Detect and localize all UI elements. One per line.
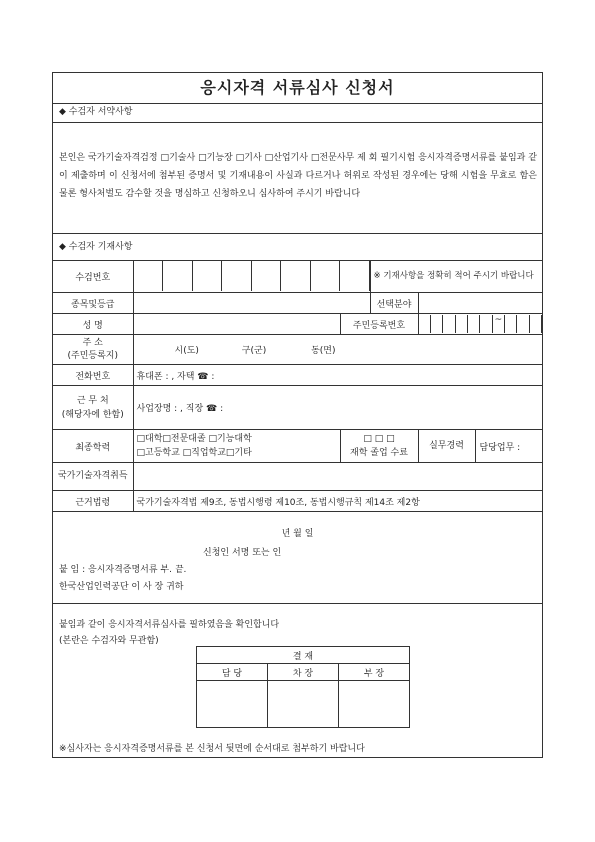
education-options-row2: □고등학교 □직업학교□기타 [136,448,252,458]
law-value: 국가기술자격법 제9조, 동법시행령 제10조, 동법시행규칙 제14조 제2항 [133,491,542,512]
tilde: ~ [493,315,505,333]
confirm-line: 붙임과 같이 응시자격서류심사를 필하였음을 확인합니다 [59,620,280,630]
address-field[interactable] [133,335,542,365]
confirm-note: (본란은 수검자와 무관함) [59,636,159,646]
approval-col-staff: 담 당 [197,664,268,681]
name-field[interactable] [133,314,340,335]
resident-label: 주민등록번호 [340,314,418,335]
career-label: 실무경력 [419,430,476,462]
section-title: ◆ 수검자 기재사항 [59,242,133,252]
education-status[interactable] [340,430,418,463]
grade-field[interactable] [133,293,370,314]
divider [53,603,542,604]
application-form [52,72,543,758]
applicant-signature-line: 신청인 서명 또는 인 [203,548,282,558]
law-label: 근거법령 [53,491,133,512]
work-label-text: 근 무 처 [76,395,109,406]
address-gu: 구(군) [241,346,267,356]
education-status-labels: 재학 졸업 수료 [350,448,408,458]
approval-col-deputy: 차 장 [268,664,339,681]
grade-label: 종목및등급 [53,293,133,314]
license-field[interactable] [133,463,542,491]
approval-sign-manager[interactable] [339,681,410,728]
pledge-text: 본인은 국가기술자격검정 □기술사 □기능장 □기사 □산업기사 □전문사무 제 회 필기시험 응시자격증명서류를 붙임과 같이 제출하며 이 신청서에 첨부된 증명서 및 기재내용이 사실과 다르거나 허위로 작성된 경우에는 당해 시험을 무효로 함은 물론 형사처벌도 감수할 것을 명심하고 신청하오니 심사하여 주시기 바랍니다 [59,153,537,199]
license-label: 국가기술자격취득 [53,463,133,491]
applicant-info-table [53,260,542,512]
work-label-sub: (해당자에 한함) [61,409,124,420]
resident-field[interactable] [418,314,542,335]
form-title: 응시자격 서류심사 신청서 [53,73,542,104]
field-label: 선택분야 [370,293,418,314]
date-line: 년 월 일 [281,529,314,539]
address-dong: 동(면) [311,346,336,356]
education-status-boxes: □ □ □ [363,434,395,444]
recipient-line: 한국산업인력공단 이 사 장 귀하 [59,582,184,592]
phone-field[interactable]: 휴대폰 : , 자택 ☎ : [133,365,542,386]
education-label: 최종학력 [53,430,133,463]
address-label [53,335,133,365]
pledge-section-header [53,103,542,123]
exam-no-label: 수검번호 [53,261,133,293]
approval-header: 결 재 [197,647,410,664]
address-si: 시(도) [174,346,199,356]
approval-col-manager: 부 장 [339,664,410,681]
address-label-sub: (주민등록지) [67,350,118,361]
exam-no-note: ※ 기재사항을 정확히 적어 주시기 바랍니다 [370,261,542,293]
name-label: 성 명 [53,314,133,335]
work-field[interactable]: 사업장명 : , 직장 ☎ : [133,386,542,430]
approval-sign-deputy[interactable] [268,681,339,728]
phone-label: 전화번호 [53,365,133,386]
approval-sign-staff[interactable] [197,681,268,728]
section-title: ◆ 수검자 서약사항 [53,103,542,123]
field-input[interactable] [418,293,542,314]
address-label-text: 주 소 [82,337,103,348]
attachment-line: 붙 임 : 응시자격증명서류 부. 끝. [59,565,187,575]
education-options[interactable] [133,430,340,463]
applicant-section-header [53,238,542,257]
approval-table [196,646,410,728]
education-options-row1: □대학□전문대졸 □기능대학 [136,434,252,444]
exam-no-field[interactable] [133,261,370,293]
career-cell [418,430,542,463]
divider [53,233,542,234]
work-label [53,386,133,430]
footnote: ※심사자는 응시자격증명서류를 본 신청서 뒷면에 순서대로 첨부하기 바랍니다 [59,744,365,754]
duty-label: 담당업무 : [479,442,521,453]
